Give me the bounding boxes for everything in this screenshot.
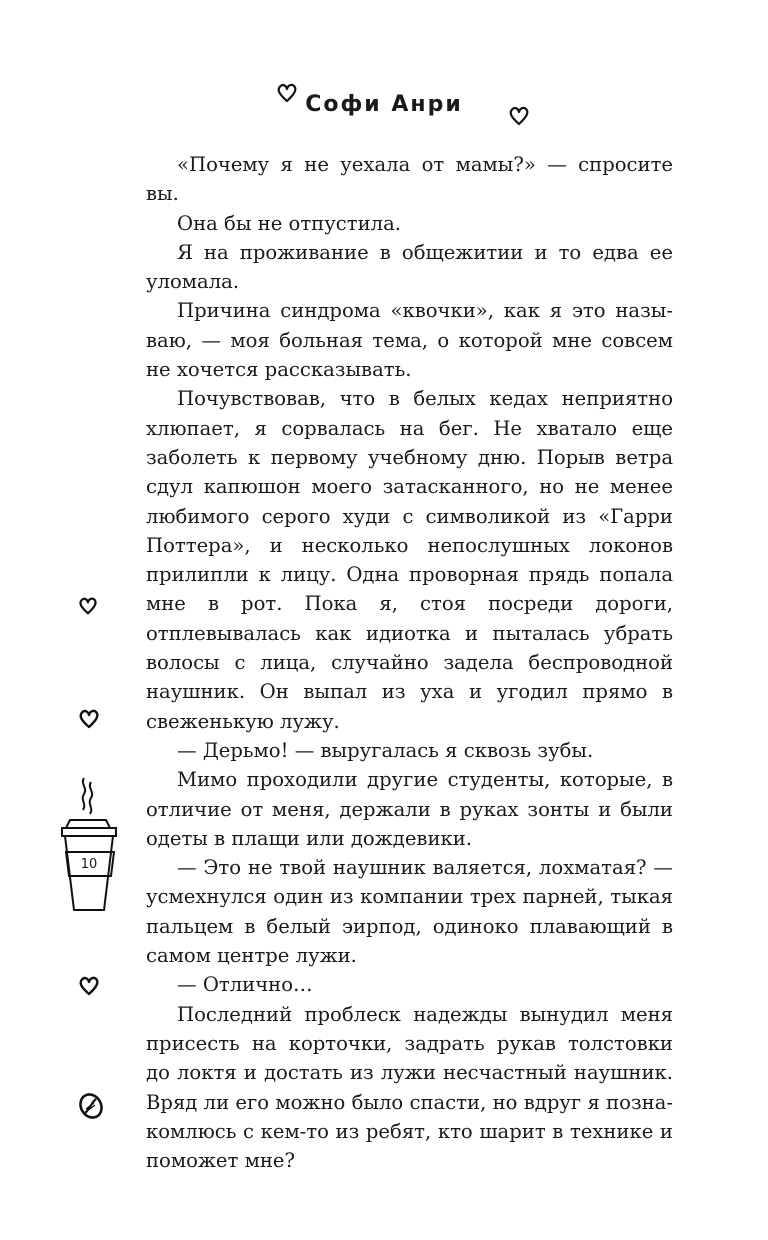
coffee-cup-icon bbox=[56, 776, 126, 916]
paragraph: Последний проблеск надежды вынудил меня присесть на корточки, задрать рукав толстовки до локтя и достать из лужи несчастный наушник. Вряд ли его можно было спасти, но вдруг я познакомлюсь с кем-то из ребят, кто шарит в технике и поможет мне? bbox=[146, 1002, 673, 1173]
paragraph: Мимо проходили другие студенты, которые, в отличие от меня, держали в руках зонты и были одеты в плащи или дождевики. bbox=[146, 768, 673, 850]
running-header-author: Софи Анри bbox=[305, 92, 463, 117]
body-text bbox=[146, 150, 673, 1175]
paragraph: — Это не твой наушник валяется, лохматая? — усмехнулся один из компании трех парней, тыкая пальцем в белый эирпод, одиноко плавающий в самом центре лужи. bbox=[146, 856, 673, 968]
paragraph: Почувствовав, что в белых кедах неприятно хлюпает, я сорвалась на бег. Не хватало еще заболеть к первому учебному дню. Порыв ветра сдул капюшон моего затасканного, но не менее любимого серого худи с символикой из «Гарри Поттера», и несколько непослушных локонов прилипли к лицу. Одна проворная прядь попала мне в рот. Пока я, стоя посреди дороги, отплевывалась как идиотка и пыталась убрать волосы с лица, случайно задела беспроводной наушник. Он выпал из уха и угодил прямо в свеженькую лужу. bbox=[146, 387, 673, 733]
heart-doodle-icon bbox=[78, 975, 100, 997]
heart-doodle-icon bbox=[78, 708, 100, 730]
paragraph: — Дерьмо! — выругалась я сквозь зубы. bbox=[177, 738, 594, 762]
page-number: 10 bbox=[80, 857, 98, 872]
coffee-bean-icon bbox=[78, 1092, 104, 1120]
paragraph: Я на проживание в общежитии и то едва ее уломала. bbox=[146, 240, 673, 294]
heart-doodle-icon bbox=[78, 596, 98, 616]
paragraph: — Отлично… bbox=[177, 973, 313, 997]
paragraph: «Почему я не уехала от мамы?» — спросите вы. bbox=[146, 153, 673, 206]
paragraph: Причина синдрома «квочки», как я это называю, — моя больная тема, о которой мне совсем не хочется рассказывать. bbox=[146, 299, 673, 382]
paragraph: Она бы не отпустила. bbox=[177, 211, 401, 235]
